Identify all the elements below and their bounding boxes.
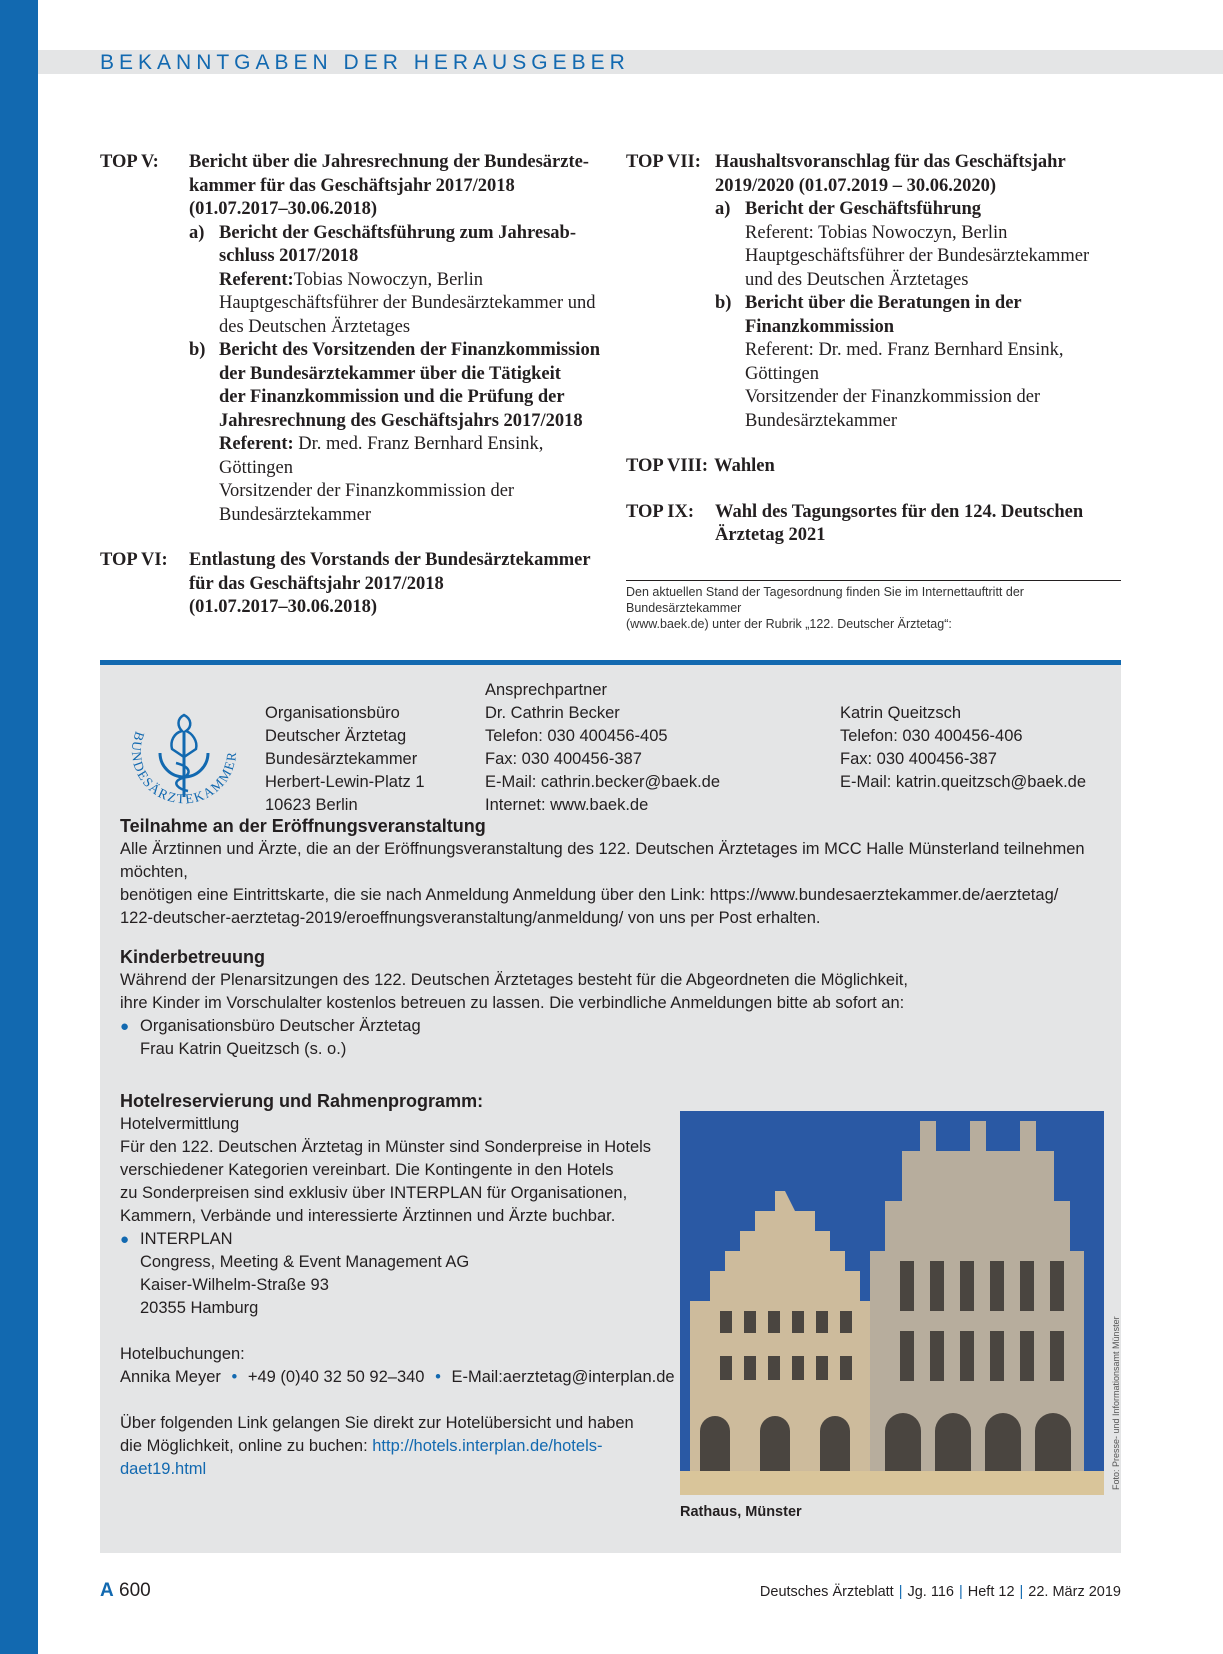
photo-caption: Rathaus, Münster — [680, 1504, 802, 1520]
agenda-subitem-a: a) Bericht der Geschäftsführung Referent: Tobias Nowoczyn, Berlin Hauptgeschäftsführer der Bundesärztekammer und des Deutschen Ärztetages — [715, 199, 1090, 290]
website-link[interactable]: Internet: www.baek.de — [485, 796, 649, 814]
agenda-note: Den aktuellen Stand der Tagesordnung finden Sie im Internettauftritt der Bundesärztekammer (www.baek.de) unter der Rubrik „122. Deutscher Ärztetag“: — [626, 580, 1121, 632]
agenda-title-line: (01.07.2017–30.06.2018) — [189, 199, 378, 219]
referent-name: Dr. med. Franz Bernhard Ensink, — [298, 434, 544, 454]
photo-rathaus-muenster — [680, 1111, 1104, 1495]
list-item: ● Organisationsbüro Deutscher Ärztetag Frau Katrin Queitzsch (s. o.) — [120, 1015, 1100, 1061]
section-title: Hotelreservierung und Rahmenprogramm: — [120, 1091, 484, 1111]
referent-label: Referent: — [219, 269, 294, 290]
agenda-label: TOP IX: — [626, 501, 695, 522]
left-color-bar — [0, 0, 38, 1654]
agenda-label: TOP VIII: — [626, 456, 709, 476]
opening-section: Teilnahme an der Eröffnungsveranstaltung Alle Ärztinnen und Ärzte, die an der Eröffnungsveranstaltung des 122. Deutschen Ärztetages im MCC Halle Münsterland teilnehmen möchten, benötigen eine Eintrittskarte, die sie nach Anmeldung Anmeldung über den Link: https://www.bundesaerztekammer.de/aerztetag/ 122-deutscher-aerztetag-2019/eroeffnungsveranstaltung/anmeldung/ von uns per Post erhalten. — [120, 815, 1100, 930]
bullet-icon: ● — [120, 1231, 130, 1248]
journal-footer: Deutsches Ärzteblatt | Jg. 116 | Heft 12 | 22. März 2019 — [759, 1584, 1121, 1600]
separator-dot-icon: • — [435, 1368, 441, 1386]
referent-name: Tobias Nowoczyn, Berlin — [293, 269, 483, 290]
hotel-booking-link[interactable]: http://hotels.interplan.de/hotels-daet19.html — [120, 1437, 603, 1478]
agenda-label: TOP V: — [100, 152, 159, 172]
section-title: Kinderbetreuung — [120, 947, 266, 967]
agenda-item-top6: TOP VI: Entlastung des Vorstands der Bundesärztekammer für das Geschäftsjahr 2017/2018 (01.07.2017–30.06.2018) — [100, 549, 600, 620]
contact-becker: Ansprechpartner Dr. Cathrin Becker Telefon: 030 400456-405 Fax: 030 400456-387 E-Mail: cathrin.becker@baek.de Internet: www.baek.de — [485, 679, 720, 817]
referent-label: Referent: — [219, 434, 294, 454]
photo-credit — [1111, 1478, 1121, 1490]
bullet-icon: ● — [120, 1018, 130, 1035]
organisation-address: Organisationsbüro Deutscher Ärztetag Bundesärztekammer Herbert-Lewin-Platz 1 10623 Berlin — [265, 704, 425, 814]
list-item: ● INTERPLAN Congress, Meeting & Event Management AG Kaiser-Wilhelm-Straße 93 20355 Hamburg — [120, 1228, 680, 1320]
page-number: A 600 — [100, 1580, 151, 1601]
booking-contact: Annika Meyer • +49 (0)40 32 50 92–340 • E-Mail:aerztetag@interplan.de — [120, 1368, 675, 1386]
agenda-label: TOP VI: — [100, 550, 168, 570]
email-link[interactable]: E-Mail:aerztetag@interplan.de — [451, 1368, 675, 1386]
phone-number: +49 (0)40 32 50 92–340 — [247, 1368, 425, 1386]
email-link[interactable]: E-Mail: katrin.queitzsch@baek.de — [840, 773, 1087, 791]
contact-queitzsch: Katrin Queitzsch Telefon: 030 400456-406 Fax: 030 400456-387 E-Mail: katrin.queitzsch@baek.de — [840, 702, 1086, 794]
hotel-section: Hotelreservierung und Rahmenprogramm: Hotelvermittlung Für den 122. Deutschen Ärztetag in Münster sind Sonderpreise in Hotels verschiedener Kategorien vereinbart. Die Kontingente in den Hotels zu Sonderpreisen sind exklusiv über INTERPLAN für Organisationen, Kammern, Verbände und interessierte Ärztinnen und Ärzte buchbar. ● INTERPLAN Congress, Meeting & Event Management AG Kaiser-Wilhelm-Straße 93 20355 Hamburg Hotelbuchungen: Annika Meyer • +49 (0)40 32 50 92–340 • E-Mail:aerztetag@interplan.de Über folgenden Link gelangen Sie direkt zur Hotelübersicht und haben die Möglichkeit, online zu buchen: http://hotels.interplan.de/hotels-daet19.html — [120, 1090, 680, 1481]
agenda-item-top9: TOP IX: Wahl des Tagungsortes für den 124. Deutschen Ärztetag 2021 — [626, 501, 1126, 548]
bundesaerztekammer-logo — [120, 697, 248, 825]
agenda-item-top8: TOP VIII: Wahlen — [626, 455, 1126, 479]
agenda-label: TOP VII: — [626, 152, 701, 172]
section-title: Teilnahme an der Eröffnungsveranstaltung — [120, 816, 486, 836]
agenda-title-line: kammer für das Geschäftsjahr 2017/2018 — [189, 175, 515, 196]
agenda-subitem-b: b) Bericht des Vorsitzenden der Finanzkommission der Bundesärztekammer über die Tätigkeit der Finanzkommission und die Prüfung der Jahresrechnung des Geschäftsjahrs 2017/2018 Referent: Dr. med. Franz Bernhard Ensink, Göttingen Vorsitzender der Finanzkommission der Bundesärztekammer — [189, 340, 600, 525]
agenda-title-line: Bericht über die Jahresrechnung der Bundesärzte- — [189, 152, 589, 172]
agenda-subitem-a: a) Bericht der Geschäftsführung zum Jahresab- schluss 2017/2018 Referent:Tobias Nowoczyn, Berlin Hauptgeschäftsführer der Bundesärztekammer und des Deutschen Ärztetages — [189, 222, 596, 337]
agenda-subitem-b: b) Bericht über die Beratungen in der Finanzkommission Referent: Dr. med. Franz Bernhard Ensink, Göttingen Vorsitzender der Finanzkommission der Bundesärztekammer — [715, 293, 1064, 431]
info-box — [100, 660, 1121, 1553]
agenda-left-column — [100, 151, 600, 642]
svg-text:BUNDESÄRZTEKAMMER: BUNDESÄRZTEKAMMER — [128, 729, 240, 807]
agenda-right-column — [626, 151, 1126, 570]
email-link[interactable]: E-Mail: cathrin.becker@baek.de — [485, 773, 721, 791]
agenda-item-top7: TOP VII: Haushaltsvoranschlag für das Geschäftsjahr 2019/2020 (01.07.2019 – 30.06.2020) a) Bericht der Geschäftsführung Referent: Tobias Nowoczyn, Berlin Hauptgeschäftsführer der Bundesärztekammer und des Deutschen Ärztetages b) Bericht über die Beratungen in der Finanzkommission Referent: Dr. med. Franz Bernhard Ensink, Göttingen Vorsitzender der Finanzkommission der Bundesärztekammer — [626, 151, 1126, 433]
agenda-item-top5 — [100, 151, 600, 527]
section-header: BEKANNTGABEN DER HERAUSGEBER — [100, 51, 630, 74]
separator-dot-icon: • — [231, 1368, 238, 1386]
childcare-section: Kinderbetreuung Während der Plenarsitzungen des 122. Deutschen Ärztetages besteht für die Abgeordneten die Möglichkeit, ihre Kinder im Vorschulalter kostenlos betreuen zu lassen. Die verbindliche Anmeldungen bitte ab sofort an: ● Organisationsbüro Deutscher Ärztetag Frau Katrin Queitzsch (s. o.) — [120, 946, 1100, 1061]
